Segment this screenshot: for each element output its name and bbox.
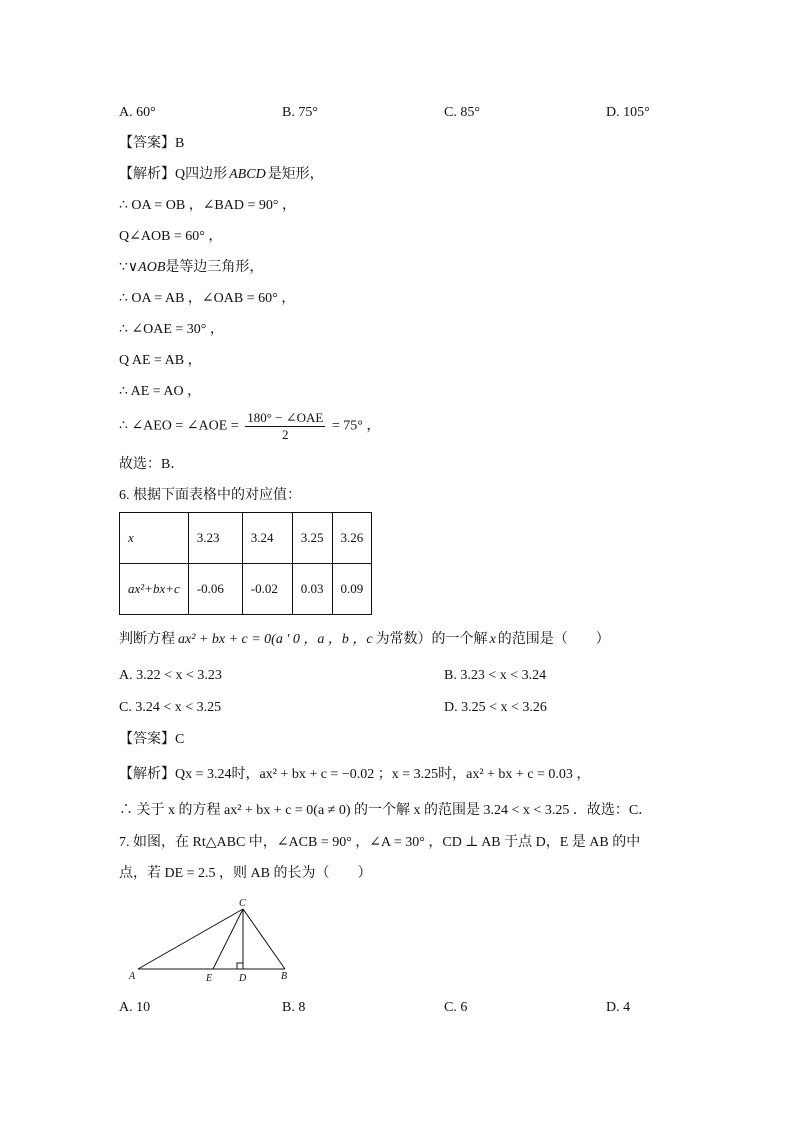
q6-question-post: 为常数）的一个解 [375,632,488,647]
label-a: A [129,971,136,982]
label-c: C [239,898,246,909]
q5-l9-post: = 75° ， [331,418,381,434]
table-cell: 3.23 [188,513,242,564]
because-icon: Q [175,167,186,182]
q5-analysis-line7 [119,352,202,370]
q6-option-d: D. 3.25 < x < 3.26 [444,700,547,715]
q5-analysis-line6: ∴ ∠OAE = 30° ， [119,322,224,337]
table-cell: 3.24 [242,513,292,564]
table-cell: 0.03 [292,564,332,615]
label-d: D [239,973,247,984]
table-cell: -0.02 [242,564,292,615]
table-row [120,513,372,564]
q5-l4-tri: AOB [138,260,166,275]
q6-answer: 【答案】C [119,732,185,747]
triangle-icon: ∨ [127,260,139,275]
q5-conclusion: 故选：B． [119,457,185,472]
q6-stem: 6. 根据下面表格中的对应值： [119,488,301,503]
q5-l7-text: AE = AB ， [131,353,202,368]
q6-option-b: B. 3.23 < x < 3.24 [444,668,547,683]
q6-analysis-text1: x = 3.24时，ax² + bx + c = −0.02 ；x = 3.25时，ax² + bx + c = 0.03 ， [185,767,591,782]
q5-option-c: C. 85° [444,105,480,120]
fraction-numerator: 180° − ∠OAE [247,410,324,425]
q7-option-a: A. 10 [119,1000,151,1015]
q5-analysis-line2: ∴ OA = OB ，∠BAD = 90° ， [119,198,296,213]
q6-analysis-line1 [119,766,590,784]
q5-option-b: B. 75° [282,105,318,120]
q5-analysis-line9 [119,410,380,443]
table-cell: 3.26 [332,513,372,564]
table-cell: -0.06 [188,564,242,615]
q5-analysis-line5: ∴ OA = AB ，∠OAB = 60° ， [119,291,296,306]
q5-answer: 【答案】B [119,136,185,151]
because-icon: Q [119,229,130,244]
label-b: B [281,971,288,982]
q5-analysis-line4 [119,259,263,277]
table-cell: ax²+bx+c [120,564,189,615]
q6-question-pre: 判断方程 [119,632,175,647]
q5-analysis-line1 [119,166,324,184]
because-icon: Q [119,353,132,368]
right-angle-mark [237,963,243,969]
table-cell: x [120,513,189,564]
q5-option-d: D. 105° [606,105,650,120]
fraction-denominator: 2 [282,427,289,442]
q5-option-a: A. 60° [119,105,156,120]
q6-question-end: 的范围是（ ） [497,632,610,647]
q5-l9-pre: ∴ ∠AEO = ∠AOE = [119,418,239,434]
q6-option-c: C. 3.24 < x < 3.25 [119,700,222,715]
analysis-label: 【解析】 [119,767,175,782]
q5-l1-text: 四边形 [185,167,228,182]
q7-stem-line1: 7. 如图，在 Rt△ABC 中，∠ACB = 90° ，∠A = 30° ，CD ⊥ AB 于点 D，E 是 AB 的中 [119,835,641,850]
q5-l4-end: 是等边三角形， [165,260,264,275]
q5-analysis-line8: ∴ AE = AO ， [119,384,202,399]
analysis-label: 【解析】 [119,167,175,182]
since-icon: ∵ [119,260,128,275]
segment-ac [138,909,243,969]
because-icon: Q [175,767,186,782]
q7-option-b: B. 8 [282,1000,306,1015]
q5-l1-var: ABCD [229,167,266,182]
q6-option-a: A. 3.22 < x < 3.23 [119,668,222,683]
table-row [120,564,372,615]
q7-stem-line2: 点，若 DE = 2.5 ，则 AB 的长为（ ） [119,866,372,881]
q5-l1-end: 是矩形， [267,167,324,182]
q6-analysis-line2: ∴ 关于 x 的方程 ax² + bx + c = 0(a ≠ 0) 的一个解 x 的范围是 3.24 < x < 3.25 ．故选：C． [119,803,653,818]
values-table [119,512,372,615]
table-cell: 3.25 [292,513,332,564]
q7-option-d: D. 4 [606,1000,631,1015]
table-cell: 0.09 [332,564,372,615]
triangle-figure [120,895,310,990]
q7-option-c: C. 6 [444,1000,468,1015]
fraction [245,410,325,443]
q5-analysis-line3 [119,228,222,246]
label-e: E [206,973,213,984]
q6-question-eq: ax² + bx + c = 0(a ' 0 ，a ，b ，c [178,632,373,647]
q6-question-x: x [489,632,496,647]
q5-l3-text: ∠AOB = 60° ， [129,229,223,244]
segment-bc [243,909,285,969]
q6-question [119,631,610,649]
